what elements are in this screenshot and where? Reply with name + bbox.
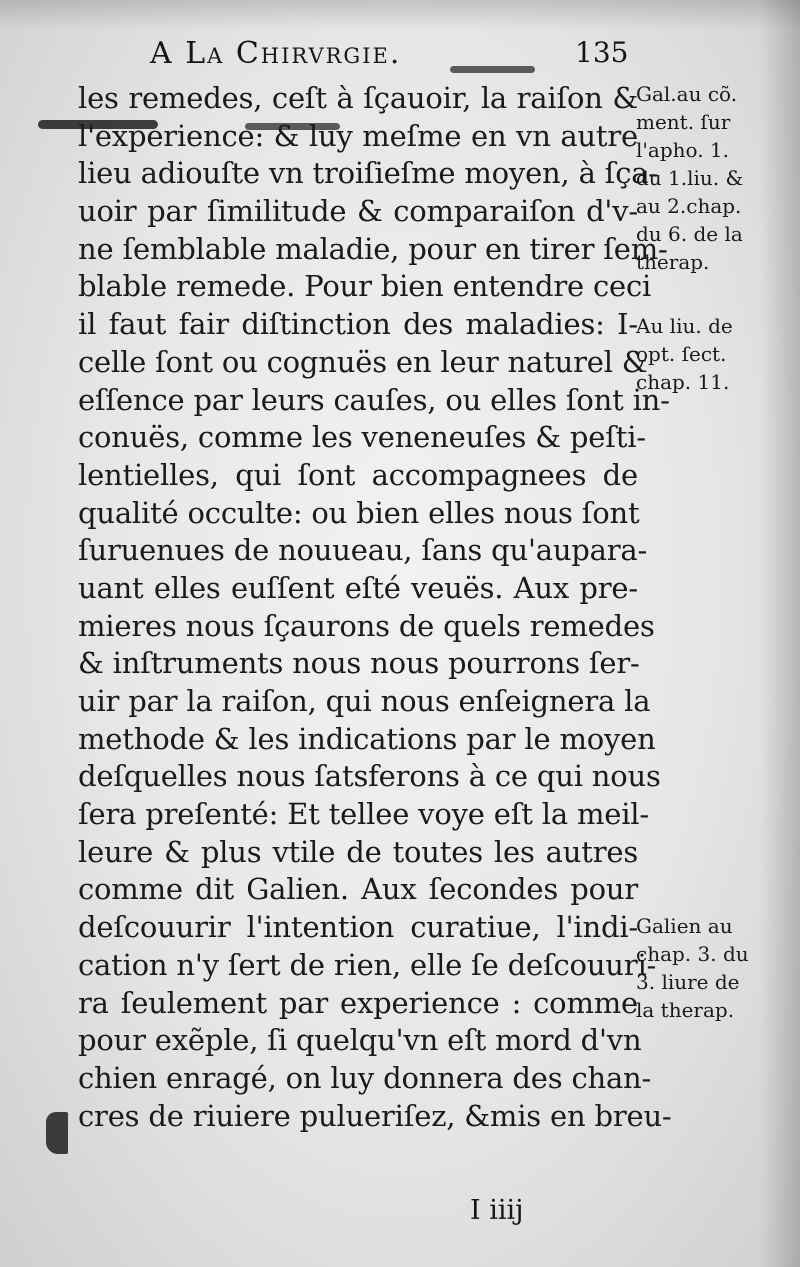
- text-line: il faut fair diſtinction des maladies: I-: [78, 307, 638, 342]
- page-number: 135: [575, 36, 629, 69]
- text-line: & inſtruments nous nous pourrons ſer-: [78, 646, 640, 681]
- text-line: conuës, comme les veneneuſes & peſti-: [78, 420, 646, 455]
- text-line: ſera preſenté: Et tellee voye eſt la meil-: [78, 797, 649, 832]
- margin-note-line: du 1.liu. &: [636, 166, 744, 190]
- ink-bracket-mark: [46, 1112, 68, 1154]
- margin-note-line: therap.: [636, 250, 710, 274]
- text-line: lieu adiouſte vn troiſieſme moyen, à ſça-: [78, 156, 658, 191]
- margin-note-galen-therapeutics: [636, 912, 771, 1024]
- text-line: mieres nous ſçaurons de quels remedes: [78, 608, 655, 643]
- text-line: celle ſont ou cognuës en leur naturel &: [78, 344, 648, 379]
- text-line: ne ſemblable maladie, pour en tirer ſem-: [78, 231, 668, 266]
- running-head: [0, 36, 800, 76]
- margin-note-line: Gal.au cõ.: [636, 82, 738, 106]
- text-line: deſquelles nous ſatsferons à ce qui nous: [78, 759, 661, 794]
- text-line: methode & les indications par le moyen: [78, 721, 656, 756]
- page-top-shadow: [0, 0, 800, 30]
- text-line: uant elles euſſent eſté veuës. Aux pre-: [78, 570, 638, 605]
- text-line: cation n'y ſert de rien, elle ſe deſcouuri-: [78, 947, 657, 982]
- margin-note-line: ment. ſur: [636, 110, 731, 134]
- text-line: comme dit Galien. Aux ſecondes pour: [78, 872, 638, 907]
- text-line: l'experience: & luy meſme en vn autre: [78, 118, 638, 153]
- text-line: uoir par ſimilitude & comparaiſon d'v-: [78, 194, 638, 229]
- text-line: les remedes, ceſt à ſçauoir, la raiſon &: [78, 81, 638, 115]
- margin-note-line: au 2.chap.: [636, 194, 742, 218]
- margin-note-line: opt. ſect.: [636, 342, 727, 366]
- signature-mark: I iiij: [470, 1195, 524, 1226]
- running-title: A La Chirvrgie.: [150, 36, 402, 71]
- margin-note-galen-aphorisms: [636, 80, 771, 276]
- text-line: uir par la raiſon, qui nous enſeignera la: [78, 684, 651, 718]
- margin-note-line: du 6. de la: [636, 222, 743, 246]
- text-line: deſcouurir l'intention curatiue, l'indi-: [78, 910, 638, 945]
- text-line: ra ſeulement par experience : comme: [78, 985, 638, 1020]
- text-line: qualité occulte: ou bien elles nous ſont: [78, 495, 640, 530]
- margin-note-line: Au liu. de: [636, 314, 733, 338]
- margin-note-line: chap. 11.: [636, 370, 730, 394]
- text-line: chien enragé, on luy donnera des chan-: [78, 1060, 652, 1095]
- margin-note-line: Galien au: [636, 914, 733, 938]
- ink-smudge: [450, 66, 535, 73]
- text-line: lentielles, qui ſont accompagnees de: [78, 457, 638, 492]
- margin-note-line: chap. 3. du: [636, 942, 749, 966]
- margin-note-line: l'apho. 1.: [636, 138, 729, 162]
- text-line: eſſence par leurs cauſes, ou elles ſont in-: [78, 382, 670, 417]
- margin-note-line: 3. liure de: [636, 970, 740, 994]
- margin-note-line: la therap.: [636, 998, 735, 1022]
- text-line: pour exẽple, ſi quelqu'vn eſt mord d'vn: [78, 1023, 642, 1058]
- text-line: leure & plus vtile de toutes les autres: [78, 834, 638, 869]
- body-text: [78, 80, 672, 1135]
- text-line: cres de riuiere pulueriſez, &mis en breu-: [78, 1098, 672, 1133]
- margin-note-optimal-sect: [636, 312, 771, 396]
- text-line: ſuruenues de nouueau, ſans qu'aupara-: [78, 533, 648, 568]
- text-line: blable remede. Pour bien entendre ceci: [78, 269, 652, 304]
